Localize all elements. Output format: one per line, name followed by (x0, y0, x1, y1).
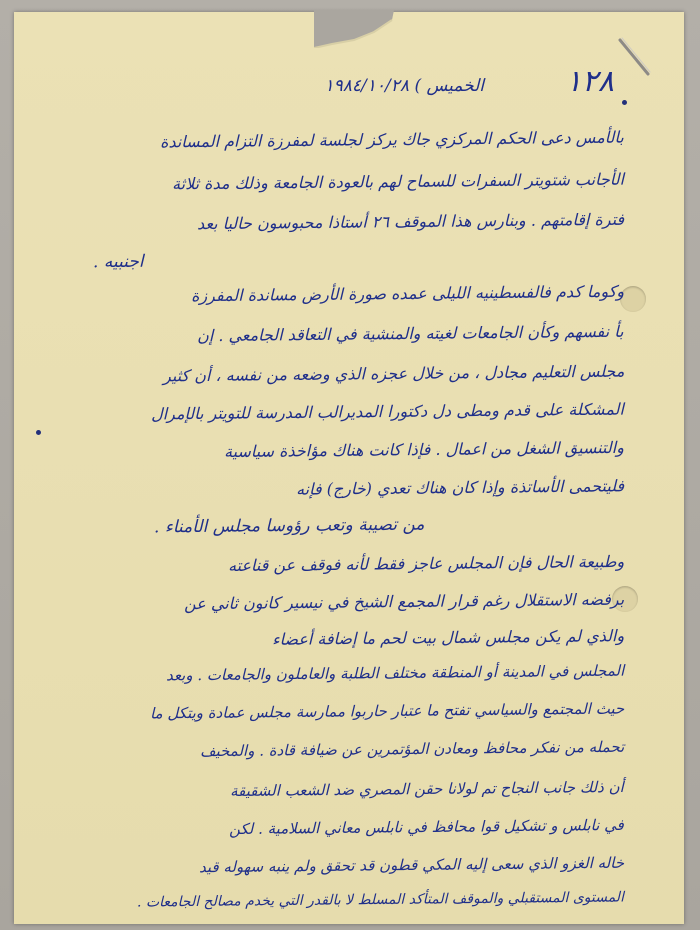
paper-sheet (14, 12, 684, 924)
staple-mark-icon (614, 34, 654, 104)
torn-edge (314, 10, 394, 48)
text-line: حيث المجتمع والسياسي تفتح ما عتبار حاربوا ممارسة مجلس عمادة ويتكل ما (149, 699, 625, 723)
text-line: اجنبيه . (93, 251, 145, 273)
text-line: المستوى المستقبلي والموقف المتأكد المسلط لا بالقدر التي يخدم مصالح الجامعات . (136, 889, 625, 911)
text-line: فترة إقامتهم . وبنارس هذا الموقف ٢٦ أستاذا محبوسون حاليا بعد (196, 209, 625, 234)
text-line: في نابلس و تشكيل قوا محافظ في نابلس معاني السلامية . لكن (229, 815, 625, 839)
margin-dot (622, 100, 627, 105)
text-line: بأ نفسهم وكأن الجامعات لغيته والمنشية في التعاقد الجامعي . إن (197, 321, 625, 346)
text-line: والتنسيق الشغل من اعمال . فإذا كانت هناك مؤاخذة سياسية (224, 437, 625, 462)
text-line: تحمله من نفكر محافظ ومعادن المؤتمرين عن ضيافة قادة . والمخيف (199, 737, 625, 761)
text-line: المجلس في المدينة أو المنطقة مختلف الطلبة والعاملون والجامعات . وبعد (165, 661, 625, 685)
page-number: ١٢٨ (565, 64, 614, 99)
text-line: وكوما كدم فالفسطينيه الليلى عمده صورة الأرض مساندة المفرزة (190, 281, 625, 306)
text-line: بالأمس دعى الحكم المركزي جاك يركز لجلسة لمفرزة التزام المساندة (160, 127, 625, 152)
text-line: المشكلة على قدم ومطى دل دكتورا المديرالب المدرسة للتويتر بالإمرال (151, 399, 625, 424)
text-line: برفضه الاستقلال رغم قرار المجمع الشيخ في نيسير كانون ثاني عن (183, 589, 625, 614)
text-line: مجلس التعليم مجادل ، من خلال عجزه الذي وضعه من نفسه ، أن كثير (162, 361, 625, 386)
margin-dot (36, 430, 41, 435)
text-line: وطبيعة الحال فإن المجلس عاجز فقط لأنه فوقف عن قناعته (227, 551, 625, 576)
text-line: أن ذلك جانب النجاح تم لولانا حقن المصري ضد الشعب الشقيقة (230, 777, 625, 801)
text-line: من تصيبة وتعب رؤوسا مجلس الأمناء . (153, 514, 425, 538)
text-line: والذي لم يكن مجلس شمال بيت لحم ما إضافة أعضاء (271, 626, 625, 649)
date-line: الخميس ) ١٩٨٤/١٠/٢٨ (324, 76, 484, 96)
text-line: الأجانب شتويتر السفرات للسماح لهم بالعودة الجامعة وذلك مدة ثلاثة (171, 169, 625, 194)
text-line: خاله الغزو الذي سعى إليه المكي قطون قد تحقق ولم ينبه سهوله قيد (198, 853, 625, 877)
text-line: فليتحمى الأساتذة وإذا كان هناك تعدي (خارج) فإنه (295, 476, 625, 499)
